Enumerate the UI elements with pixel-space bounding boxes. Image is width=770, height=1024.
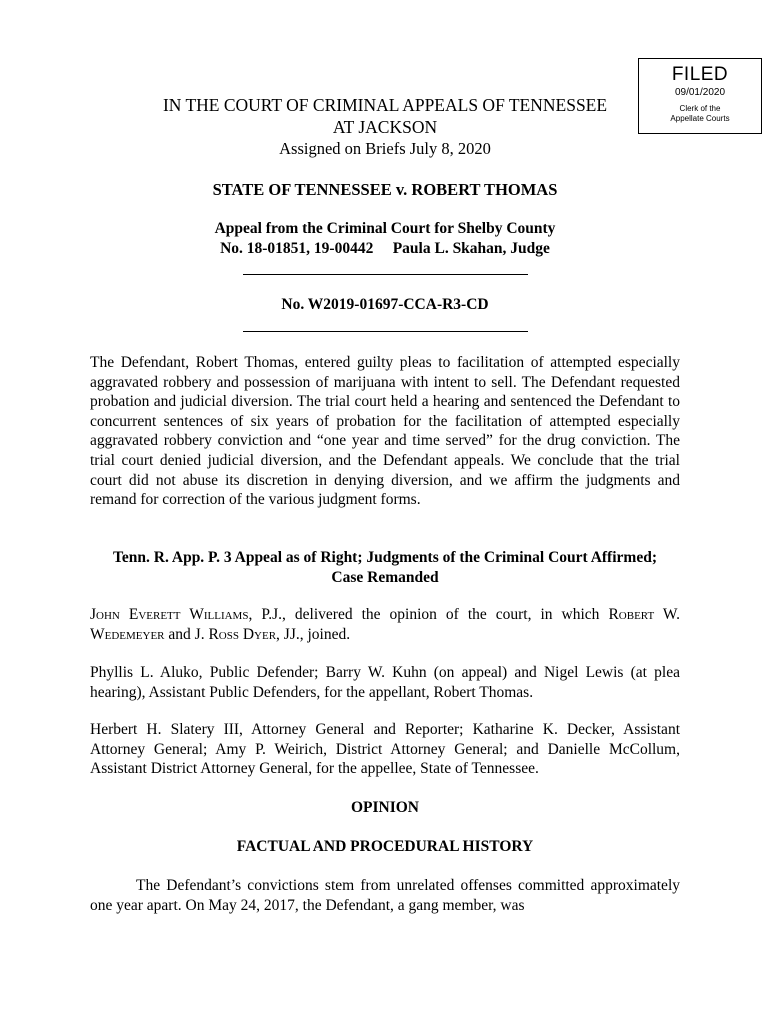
holding-line1: Tenn. R. App. P. 3 Appeal as of Right; Judgments of the Criminal Court Affirmed; bbox=[113, 549, 657, 566]
court-name: IN THE COURT OF CRIMINAL APPEALS OF TENNESSEE bbox=[162, 95, 608, 115]
docket-number: No. W2019-01697-CCA-R3-CD bbox=[281, 296, 489, 313]
filed-stamp-clerk-line1: Clerk of the bbox=[679, 104, 721, 113]
counsel-appellee: Herbert H. Slatery III, Attorney General and Reporter; Katharine K. Decker, Assistant Attorney General; Amy P. Weirich, District Attorney General; and Danielle McCollum, Assistant District Attorney General, for the appellee, State of Tennessee. bbox=[90, 721, 680, 778]
appeal-info bbox=[90, 219, 680, 259]
authoring-judges bbox=[90, 605, 680, 644]
case-summary: The Defendant, Robert Thomas, entered guilty pleas to facilitation of attempted especially aggravated robbery and possession of marijuana with intent to sell. The Defendant requested probation and judicial diversion. The trial court held a hearing and sentenced the Defendant to concurrent sentences of six years of probation for the facilitation of attempted especially aggravated robbery conviction and “one year and time served” for the drug conviction. The trial court denied judicial diversion, and the Defendant appeals. We conclude that the trial court did not abuse its discretion in denying diversion, and we affirm the judgments and remand for correction of the various judgment forms. bbox=[90, 354, 680, 509]
divider-bottom bbox=[243, 331, 528, 332]
filed-stamp-date: 09/01/2020 bbox=[674, 87, 726, 98]
filed-stamp-clerk-line2: Appellate Courts bbox=[670, 114, 730, 123]
appeal-case-numbers: No. 18-01851, 19-00442 Paula L. Skahan, Judge bbox=[220, 240, 550, 257]
assigned-date: Assigned on Briefs July 8, 2020 bbox=[279, 139, 491, 158]
appeal-court: Appeal from the Criminal Court for Shelby County bbox=[214, 220, 556, 237]
opinion-first-paragraph: The Defendant’s convictions stem from unrelated offenses committed approximately one year apart. On May 24, 2017, the Defendant, a gang member, was bbox=[90, 877, 680, 914]
opinion-heading: OPINION bbox=[350, 799, 420, 816]
case-title: STATE OF TENNESSEE v. ROBERT THOMAS bbox=[212, 180, 558, 199]
court-location: AT JACKSON bbox=[332, 117, 438, 137]
authors-text-1: , P.J., delivered the opinion of the court, in which bbox=[248, 606, 609, 623]
case-holding bbox=[90, 548, 680, 587]
holding-line2: Case Remanded bbox=[331, 568, 439, 586]
divider-top bbox=[243, 274, 528, 275]
joining-judge-1: Robert W. Wedemeyer bbox=[90, 606, 680, 643]
court-heading bbox=[90, 94, 680, 138]
filed-stamp-title: FILED bbox=[671, 64, 729, 85]
author-judge: John Everett Williams bbox=[90, 606, 249, 623]
joining-judge-2: J. Ross Dyer bbox=[194, 625, 277, 643]
authors-text-3: , JJ., joined. bbox=[276, 625, 351, 643]
counsel-appellant: Phyllis L. Aluko, Public Defender; Barry W. Kuhn (on appeal) and Nigel Lewis (at plea hearing), Assistant Public Defenders, for the appellant, Robert Thomas. bbox=[90, 664, 680, 701]
authors-text-2: and bbox=[164, 625, 195, 643]
section-heading: FACTUAL AND PROCEDURAL HISTORY bbox=[236, 838, 534, 855]
